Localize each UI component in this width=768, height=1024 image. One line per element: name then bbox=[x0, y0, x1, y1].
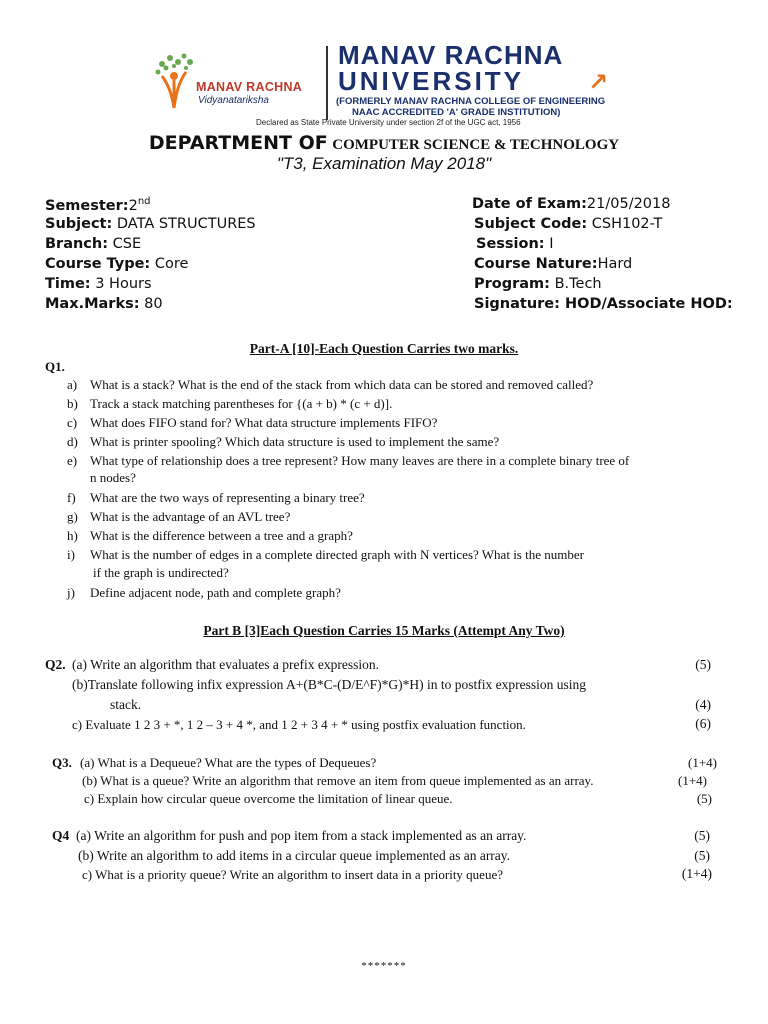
department-name: COMPUTER SCIENCE & TECHNOLOGY bbox=[332, 137, 620, 153]
q2-label: Q2. bbox=[45, 657, 66, 672]
university-name-line2: UNIVERSITY bbox=[338, 66, 525, 96]
list-item-text: What is the difference between a tree and a graph? bbox=[90, 528, 353, 543]
naac-accreditation: NAAC ACCREDITED 'A' GRADE INSTITUTION) bbox=[352, 107, 561, 118]
former-name: (FORMERLY MANAV RACHNA COLLEGE OF ENGINEERING bbox=[336, 96, 606, 107]
logo-divider bbox=[326, 46, 328, 120]
q4-b: (b) Write an algorithm to add items in a circular queue implemented as an array. bbox=[78, 848, 511, 863]
end-marker: ******* bbox=[361, 960, 407, 972]
info-time: Time: 3 Hours bbox=[45, 276, 152, 292]
info-subject-code: Subject Code: CSH102-T bbox=[474, 216, 663, 232]
q2-b: (b)Translate following infix expression A+(B*C-(D/E^F)*G)*H) in to postfix expression using bbox=[72, 677, 587, 692]
list-item-text: What is the number of edges in a complete directed graph with N vertices? What is the number bbox=[90, 547, 584, 562]
q4-a-marks: (5) bbox=[694, 828, 710, 843]
q4-label: Q4 bbox=[52, 828, 70, 843]
list-item-text: What is a stack? What is the end of the stack from which data can be stored and removed called? bbox=[90, 377, 594, 392]
logo-left-tagline: Vidyanatariksha bbox=[198, 95, 269, 106]
list-item: b) bbox=[67, 396, 78, 411]
q2-a-marks: (5) bbox=[695, 657, 711, 672]
department-heading bbox=[0, 132, 768, 154]
info-date-of-exam: Date of Exam:21/05/2018 bbox=[472, 196, 671, 212]
list-item-text-cont: if the graph is undirected? bbox=[93, 565, 229, 580]
list-item-text: What type of relationship does a tree represent? How many leaves are there in a complete binary tree of bbox=[90, 453, 630, 468]
arrow-icon: ↗ bbox=[588, 68, 609, 96]
exam-title: "T3, Examination May 2018" bbox=[276, 154, 492, 173]
list-item: e) bbox=[67, 453, 78, 468]
list-item-text: What are the two ways of representing a binary tree? bbox=[90, 490, 365, 505]
list-item: d) bbox=[67, 434, 78, 449]
info-semester: Semester:2nd bbox=[45, 196, 151, 214]
list-item-text: What is printer spooling? Which data structure is used to implement the same? bbox=[90, 434, 500, 449]
q3-a: (a) What is a Dequeue? What are the types of Dequeues? bbox=[80, 755, 377, 770]
q2-b-marks: (4) bbox=[695, 697, 711, 712]
info-signature: Signature: HOD/Associate HOD: bbox=[474, 296, 733, 312]
list-item: a) bbox=[67, 377, 78, 392]
list-item: c) bbox=[67, 415, 78, 430]
logo-left-name: MANAV RACHNA bbox=[196, 80, 303, 94]
list-item-text: Define adjacent node, path and complete graph? bbox=[90, 585, 341, 600]
list-item-text-cont: n nodes? bbox=[90, 470, 136, 485]
q1-label: Q1. bbox=[45, 359, 65, 374]
q3-c-marks: (5) bbox=[696, 791, 712, 806]
part-a-title: Part-A [10]-Each Question Carries two marks. bbox=[249, 341, 519, 356]
university-name-line1: MANAV RACHNA bbox=[338, 40, 564, 70]
info-subject: Subject: DATA STRUCTURES bbox=[45, 216, 256, 232]
q4-c-marks: (1+4) bbox=[681, 866, 712, 881]
list-item: j) bbox=[67, 585, 75, 600]
q2-b-cont: stack. bbox=[110, 697, 142, 712]
info-course-nature: Course Nature:Hard bbox=[474, 256, 633, 272]
q3-label: Q3. bbox=[52, 755, 72, 770]
info-session: Session: I bbox=[476, 236, 554, 252]
declared-statement: Declared as State Private University under section 2f of the UGC act, 1956 bbox=[256, 118, 521, 127]
list-item: g) bbox=[67, 509, 78, 524]
list-item-text: Track a stack matching parentheses for {(a + b) * (c + d)]. bbox=[90, 396, 393, 411]
q2-a: (a) Write an algorithm that evaluates a prefix expression. bbox=[72, 657, 379, 672]
q4-b-marks: (5) bbox=[694, 848, 710, 863]
q3-b: (b) What is a queue? Write an algorithm that remove an item from queue implemented as an array. bbox=[82, 773, 594, 788]
department-big: DEPARTMENT OF bbox=[148, 132, 328, 154]
university-logo bbox=[148, 50, 320, 122]
list-item: i) bbox=[67, 547, 75, 562]
info-max-marks: Max.Marks: 80 bbox=[45, 296, 163, 312]
list-item: h) bbox=[67, 528, 78, 543]
list-item-text: What does FIFO stand for? What data structure implements FIFO? bbox=[90, 415, 438, 430]
list-item: f) bbox=[67, 490, 76, 505]
q4-c: c) What is a priority queue? Write an algorithm to insert data in a priority queue? bbox=[82, 867, 503, 882]
info-branch: Branch: CSE bbox=[45, 236, 142, 252]
info-course-type: Course Type: Core bbox=[45, 256, 189, 272]
list-item-text: What is the advantage of an AVL tree? bbox=[90, 509, 291, 524]
q3-a-marks: (1+4) bbox=[688, 755, 717, 770]
q2-c-marks: (6) bbox=[695, 716, 711, 731]
q3-c: c) Explain how circular queue overcome the limitation of linear queue. bbox=[84, 791, 453, 806]
q4-a: (a) Write an algorithm for push and pop item from a stack implemented as an array. bbox=[76, 828, 527, 843]
info-program: Program: B.Tech bbox=[474, 276, 602, 292]
part-b-title: Part B [3]Each Question Carries 15 Marks (Attempt Any Two) bbox=[203, 623, 565, 638]
q3-b-marks: (1+4) bbox=[678, 773, 707, 788]
q2-c: c) Evaluate 1 2 3 + *, 1 2 – 3 + 4 *, and 1 2 + 3 4 + * using postfix evaluation function. bbox=[72, 717, 526, 732]
